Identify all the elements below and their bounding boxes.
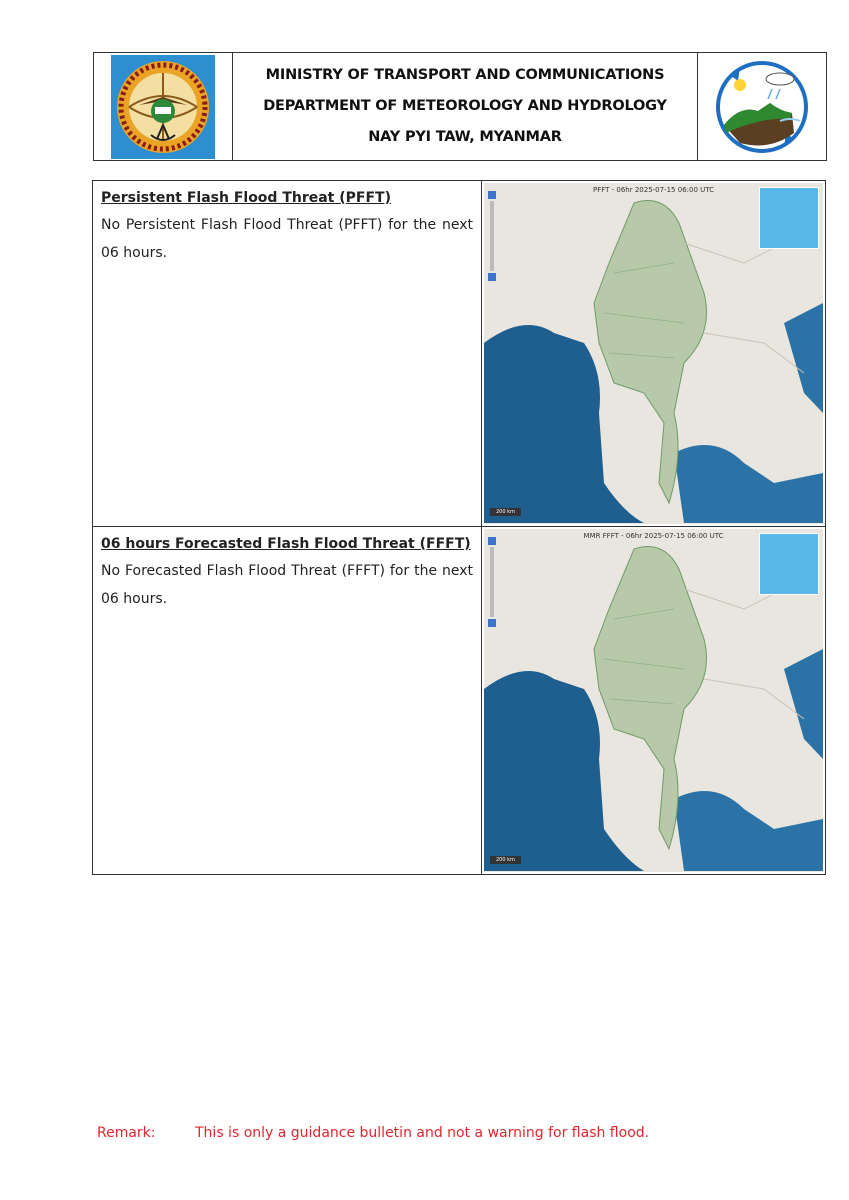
remark-text: This is only a guidance bulletin and not a warning for flash flood. (195, 1125, 650, 1141)
ffft-scale-bar: 200 km (490, 856, 521, 864)
remark-label: Remark: (97, 1125, 156, 1141)
ffft-map-cell (482, 527, 825, 874)
water-cycle-icon (710, 55, 814, 159)
pfft-row (93, 181, 825, 527)
zoom-in-icon[interactable] (488, 191, 496, 199)
pfft-title: Persistent Flash Flood Threat (PFFT) (101, 190, 391, 206)
pfft-map-cell (482, 181, 825, 526)
zoom-slider[interactable] (490, 201, 494, 271)
ffft-title: 06 hours Forecasted Flash Flood Threat (FFFT) (101, 536, 471, 552)
ffft-zoom-controls[interactable] (488, 537, 496, 629)
pfft-map-caption: PFFT - 06hr 2025-07-15 06:00 UTC (592, 186, 715, 194)
ffft-row (93, 527, 825, 874)
header-line-ministry: MINISTRY OF TRANSPORT AND COMMUNICATIONS (265, 67, 665, 83)
pfft-zoom-controls[interactable] (488, 191, 496, 283)
header-line-location: NAY PYI TAW, MYANMAR (368, 129, 562, 145)
pfft-scale-bar: 200 km (490, 508, 521, 516)
header-line-department: DEPARTMENT OF METEOROLOGY AND HYDROLOGY (263, 98, 667, 114)
pfft-map (484, 183, 823, 524)
ministry-emblem-icon (111, 55, 215, 159)
document-header (93, 52, 827, 161)
hydrology-logo (697, 53, 826, 160)
ministry-logo (94, 53, 233, 160)
zoom-out-icon[interactable] (488, 273, 496, 281)
ffft-description: No Forecasted Flash Flood Threat (FFFT) for the next 06 hours. (101, 563, 473, 607)
pfft-description: No Persistent Flash Flood Threat (PFFT) for the next 06 hours. (101, 217, 473, 261)
zoom-in-icon[interactable] (488, 537, 496, 545)
ffft-map-caption: MMR FFFT - 06hr 2025-07-15 06:00 UTC (583, 532, 724, 540)
zoom-out-icon[interactable] (488, 619, 496, 627)
ffft-overview-inset (759, 533, 819, 595)
header-title (233, 53, 697, 160)
ffft-text-cell (93, 527, 482, 874)
remark-note (97, 1125, 649, 1141)
pfft-text-cell (93, 181, 482, 526)
zoom-slider[interactable] (490, 547, 494, 617)
flood-threat-table (92, 180, 826, 875)
pfft-overview-inset (759, 187, 819, 249)
ffft-map (484, 529, 823, 872)
